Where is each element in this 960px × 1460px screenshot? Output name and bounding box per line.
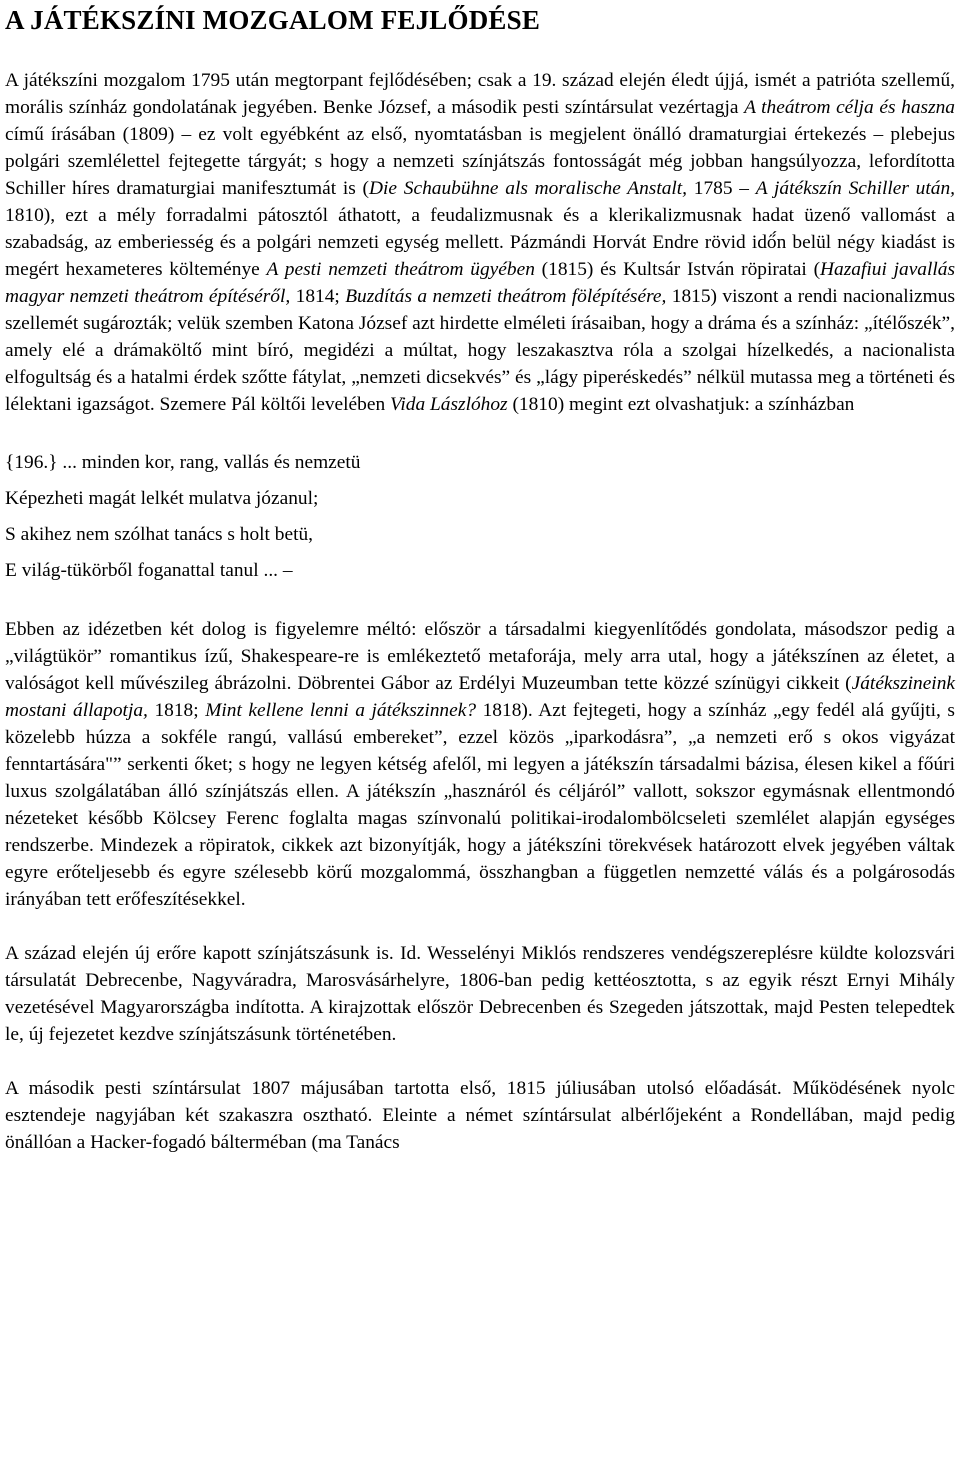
text-run: című írásában (1809) – ez volt egyébként az első, nyomtatásban is megjelent önálló dramaturgiai értekezés – plebejus polgári szemlélettel fejtegette tárgyát; s hogy a nemzeti színjátszás fontosságát még jobban hangsúlyozza, lefordította Schiller híres dramaturgiai manifesztumát is ( bbox=[5, 124, 955, 199]
italic-title-run: A játékszín Schiller után, bbox=[755, 178, 955, 199]
italic-title-run: A theátrom célja és haszna bbox=[744, 97, 956, 118]
text-run: (1810) megint ezt olvashatjuk: a színházban bbox=[507, 394, 855, 415]
paragraph-4: A második pesti színtársulat 1807 májusában tartotta első, 1815 júliusában utolsó előadását. Működésének nyolc esztendeje nagyjában két szakaszra osztható. Eleinte a német színtársulat albérlőjeként a Rondellában, majd pedig önállóan a Hacker-fogadó bálterméban (ma Tanács bbox=[5, 1078, 955, 1153]
text-run: 1785 – bbox=[687, 178, 756, 199]
document-body bbox=[5, 67, 955, 1156]
text-run: (1815) és Kultsár István röpiratai ( bbox=[534, 259, 821, 280]
verse-line: S akihez nem szólhat tanács s holt betü, bbox=[5, 524, 314, 545]
text-run: Ebben az idézetben két dolog is figyelemre méltó: először a társadalmi kiegyenlítődés gondolata, másodszor pedig a „világtükör” romantikus ízű, Shakespeare-re is emlékeztető metaforája, mely arra utal, hogy a játékszínen az életet, a valóságot kell művészileg ábrázolni. Döbrentei Gábor az Erdélyi Muzeumban tette közzé színügyi cikkeit ( bbox=[5, 619, 955, 694]
verse-line: Képezheti magát lelkét mulatva józanul; bbox=[5, 488, 319, 509]
text-run: A játékszíni mozgalom 1795 után megtorpant fejlődésében; csak a 19. század elején éledt újjá, ismét a patrióta szellemű, morális színház gondolatának jegyében. Benke József, a második pesti színtársulat vezértagja bbox=[5, 70, 955, 118]
paragraph-1 bbox=[5, 67, 955, 418]
text-run: 1815) viszont a rendi nacionalizmus szellemét sugározták; velük szemben Katona József azt hirdette elméleti írásaiban, hogy a dráma és a színház: „ítélőszék”, amely elé a drámaköltő mint bíró, megidézi a múltat, hogy leszakasztva róla a szolgai hízelkedés, a nacionalista elfogultság és a hatalmi érdek szőtte fátylat, „nemzeti dicsekvés” és „lágy piperéskedés” nélkül mutassa meg a történeti és lélektani igazságot. Szemere Pál költői levelében bbox=[5, 286, 955, 415]
text-run: 1810), ezt a mély forradalmi pátosztól áthatott, a feudalizmusnak és a klerikalizmusnak hadat üzenő vallomást a szabadság, az emberiesség és a polgári nemzeti egység mellett. Pázmándi Horvát Endre rövid idő́n belül négy kiadást is megért hexameteres költeménye bbox=[5, 205, 955, 280]
text-run: 1818). Azt fejtegeti, hogy a színház „egy fedél alá gyűjti, s közelebb húzza a sokféle rangú, vallású embereket”, ezzel közös „iparkodásra”, „a nemzeti erő s okos vigyázat fenntartására"” serkenti őket; s hogy ne legyen kétség afelől, mi legyen a játékszín társadalmi bázisa, élesen kikel a főúri luxus szolgálatában álló színjátszás ellen. A játékszín „hasznáról és céljáról” vallott, sokszor egymásnak ellentmondó nézeteket később Kölcsey Ferenc foglalta magas színvonalú politikai-irodalombölcseleti szemlélet alapján egységes rendszerbe. Mindezek a röpiratok, cikkek azt bizonyítják, hogy a játékszíni törekvések határozott elvek jegyében váltak egyre erőteljesebb és egyre szélesebb körű mozgalommá, összhangban a független nemzetté válás és a polgárosodás irányában tett erőfeszítésekkel. bbox=[5, 700, 955, 910]
page-title: A JÁTÉKSZÍNI MOZGALOM FEJLŐDÉSE bbox=[5, 5, 541, 35]
verse-line: E világ-tükörből foganattal tanul ... – bbox=[5, 560, 293, 581]
text-run: 1814; bbox=[290, 286, 346, 307]
italic-title-run: A pesti nemzeti theátrom ügyében bbox=[266, 259, 535, 280]
verse-quote bbox=[5, 445, 955, 589]
paragraph-3: A század elején új erőre kapott színjátszásunk is. Id. Wesselényi Miklós rendszeres vendégszereplésre küldte kolozsvári társulatát Debrecenbe, Nagyváradra, Marosvásárhelyre, 1806-ban pedig kettéosztotta, s az egyik részt Ernyi Mihály vezetésével Magyarországba indította. A kirajzottak először Debrecenben és Szegeden játszottak, majd Pesten telepedtek le, új fejezetet kezdve színjátszásunk történetében. bbox=[5, 943, 955, 1045]
verse-line: {196.} ... minden kor, rang, vallás és nemzetü bbox=[5, 452, 361, 473]
italic-title-run: Mint kellene lenni a játékszinnek? bbox=[205, 700, 477, 721]
paragraph-2 bbox=[5, 616, 955, 913]
italic-title-run: Hazafiui javallás magyar nemzeti theátrom építéséről, bbox=[5, 259, 956, 307]
italic-title-run: Játékszineink mostani állapotja, bbox=[5, 673, 955, 721]
italic-title-run: Buzdítás a nemzeti theátrom fölépítésére, bbox=[345, 286, 667, 307]
italic-title-run: Die Schaubühne als moralische Anstalt, bbox=[369, 178, 688, 199]
text-run: 1818; bbox=[147, 700, 206, 721]
italic-title-run: Vida Lászlóhoz bbox=[389, 394, 508, 415]
